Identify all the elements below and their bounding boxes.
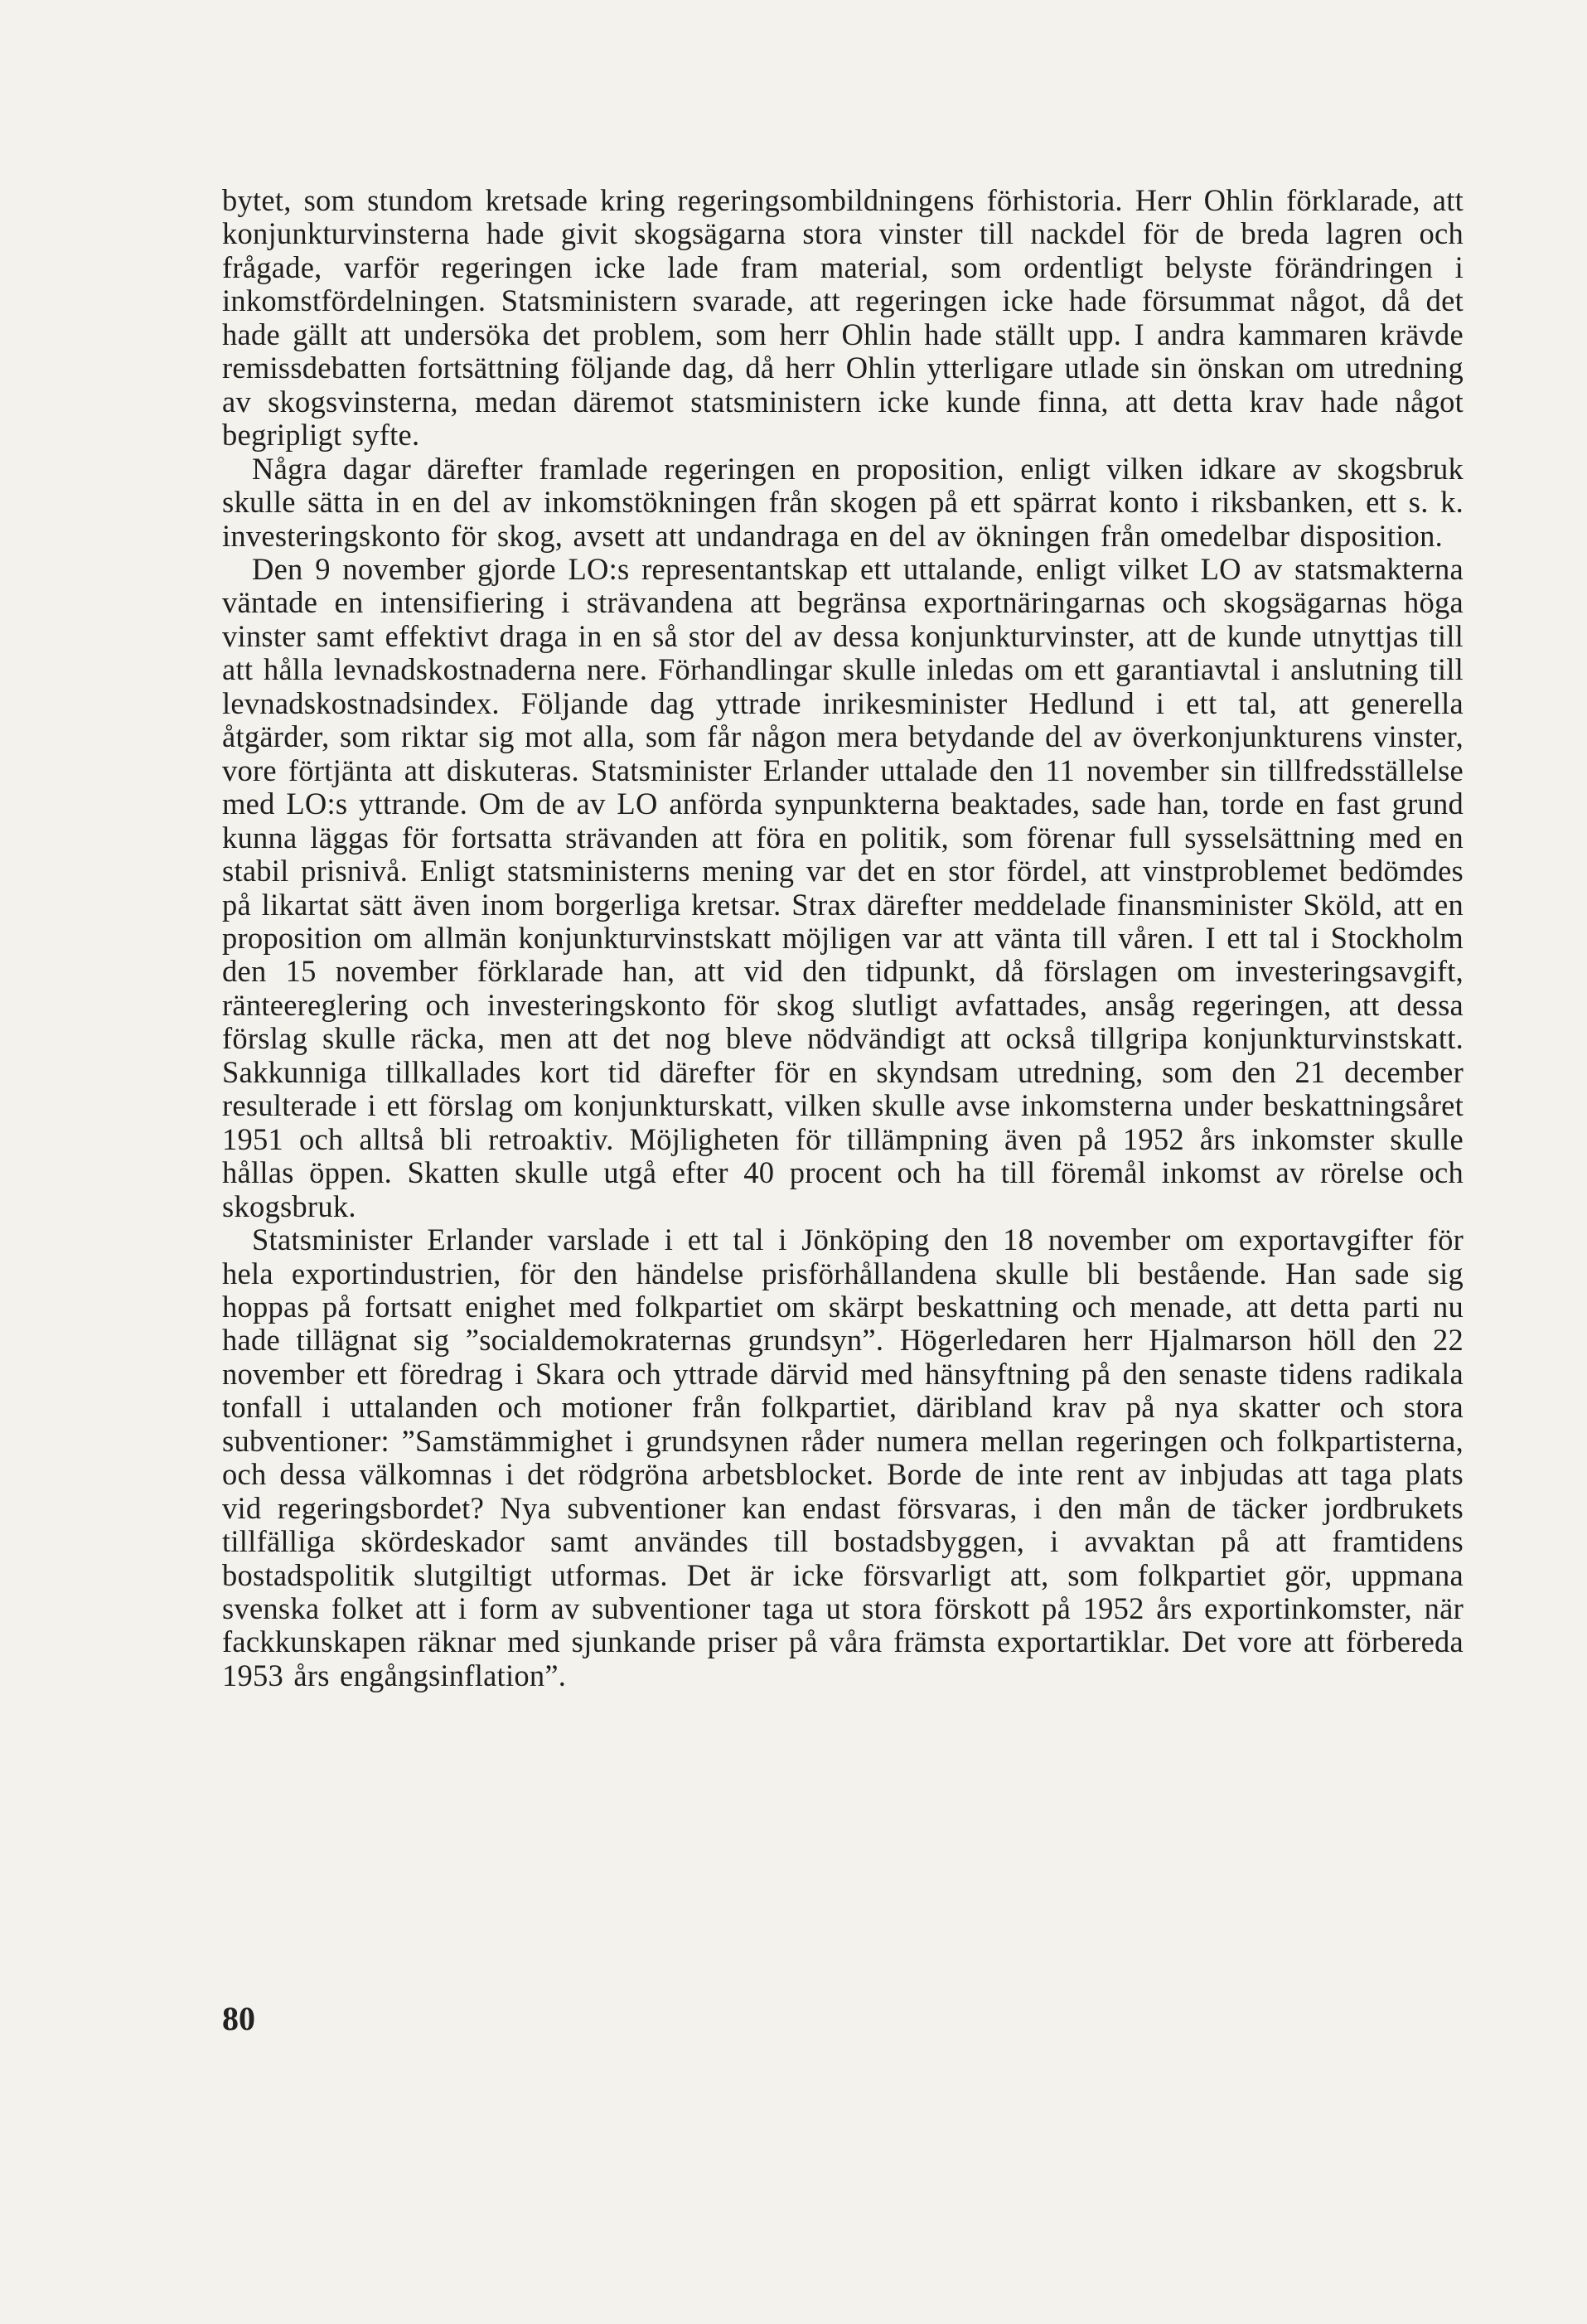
body-text	[222, 184, 1464, 1692]
paragraph-3: Den 9 november gjorde LO:s representantskap ett uttalande, enligt vilket LO av statsmakterna väntade en intensifiering i strävandena att begränsa exportnäringarnas och skogsägarnas höga vinster samt effektivt draga in en så stor del av dessa konjunkturvinster, att de kunde utnyttjas till att hålla levnadskostnaderna nere. Förhandlingar skulle inledas om ett garantiavtal i anslutning till levnadskostnadsindex. Följande dag yttrade inrikesminister Hedlund i ett tal, att generella åtgärder, som riktar sig mot alla, som får någon mera betydande del av överkonjunkturens vinster, vore förtjänta att diskuteras. Statsminister Erlander uttalade den 11 november sin tillfredsställelse med LO:s yttrande. Om de av LO anförda synpunkterna beaktades, sade han, torde en fast grund kunna läggas för fortsatta strävanden att föra en politik, som förenar full sysselsättning med en stabil prisnivå. Enligt statsministerns mening var det en stor fördel, att vinstproblemet bedömdes på likartat sätt även inom borgerliga kretsar. Strax därefter meddelade finansminister Sköld, att en proposition om allmän konjunkturvinstskatt möjligen var att vänta till våren. I ett tal i Stockholm den 15 november förklarade han, att vid den tidpunkt, då förslagen om investeringsavgift, ränteereglering och investeringskonto för skog slutligt avfattades, ansåg regeringen, att dessa förslag skulle räcka, men att det nog bleve nödvändigt att också tillgripa konjunkturvinstskatt. Sakkunniga tillkallades kort tid därefter för en skyndsam utredning, som den 21 december resulterade i ett förslag om konjunkturskatt, vilken skulle avse inkomsterna under beskattningsåret 1951 och alltså bli retroaktiv. Möjligheten för tillämpning även på 1952 års inkomster skulle hållas öppen. Skatten skulle utgå efter 40 procent och ha till föremål inkomst av rörelse och skogsbruk.	[222, 551, 1464, 1223]
paragraph-4: Statsminister Erlander varslade i ett tal i Jönköping den 18 november om exportavgifter för hela exportindustrien, för den händelse prisförhållandena skulle bli bestående. Han sade sig hoppas på fortsatt enighet med folkpartiet om skärpt beskattning och menade, att detta parti nu hade tillägnat sig ”socialdemokraternas grundsyn”. Högerledaren herr Hjalmarson höll den 22 november ett föredrag i Skara och yttrade därvid med hänsyftning på den senaste tidens radikala tonfall i uttalanden och motioner från folkpartiet, däribland krav på nya skatter och stora subventioner: ”Samstämmighet i grundsynen råder numera mellan regeringen och folkpartisterna, och dessa välkomnas i det rödgröna arbetsblocket. Borde de inte rent av inbjudas att taga plats vid regeringsbordet? Nya subventioner kan endast försvaras, i den mån de täcker jordbrukets tillfälliga skördeskador samt användes till bostadsbyggen, i avvaktan på att framtidens bostadspolitik slutgiltigt utformas. Det är icke försvarligt att, som folkpartiet gör, uppmana svenska folket att i form av subventioner taga ut stora förskott på 1952 års exportinkomster, när fackkunskapen räknar med sjunkande priser på våra främsta exportartiklar. Det vore att förbereda 1953 års engångsinflation”.	[222, 1223, 1464, 1692]
page-number: 80	[222, 2000, 255, 2037]
paragraph-1: bytet, som stundom kretsade kring regeringsombildningens förhistoria. Herr Ohlin förklarade, att konjunkturvinsterna hade givit skogsägarna stora vinster till nackdel för de breda lagren och frågade, varför regeringen icke lade fram material, som ordentligt belyste förändringen i inkomstfördelningen. Statsministern svarade, att regeringen icke hade försummat något, då det hade gällt att undersöka det problem, som herr Ohlin hade ställt upp. I andra kammaren krävde remissdebatten fortsättning följande dag, då herr Ohlin ytterligare utlade sin önskan om utredning av skogsvinsterna, medan däremot statsministern icke kunde finna, att detta krav hade något begripligt syfte.	[222, 183, 1464, 453]
paragraph-2: Några dagar därefter framlade regeringen en proposition, enligt vilken idkare av skogsbruk skulle sätta in en del av inkomstökningen från skogen på ett spärrat konto i riksbanken, ett s. k. investeringskonto för skog, avsett att undandraga en del av ökningen från omedelbar disposition.	[222, 451, 1464, 553]
